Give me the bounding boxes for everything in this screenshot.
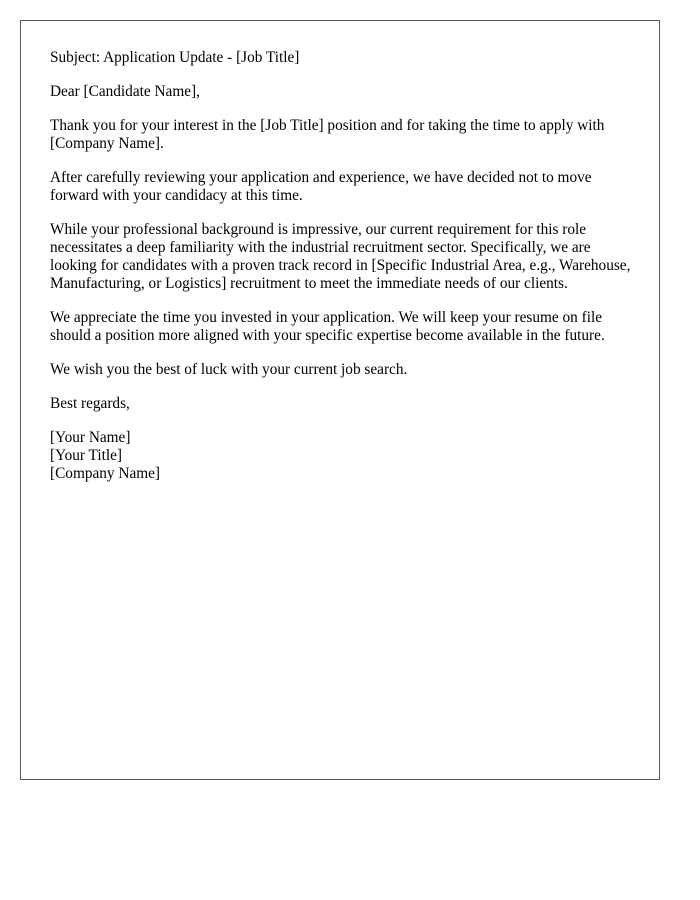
paragraph: We appreciate the time you invested in your application. We will keep your resume on file should a position more aligned with your specific expertise become available in the future. bbox=[50, 309, 605, 344]
paragraph: While your professional background is impressive, our current requirement for this role necessitates a deep familiarity with the industrial recruitment sector. Specifically, we are looking for candidates with a proven track record in [Specific Industrial Area, e.g., Warehouse, Manufacturing, or Logistics] recruitment to meet the immediate needs of our clients. bbox=[50, 221, 631, 292]
paragraph: Thank you for your interest in the [Job Title] position and for taking the time to apply with [Company Name]. bbox=[50, 117, 605, 152]
signer-company: [Company Name] bbox=[50, 465, 161, 482]
subject-line: Subject: Application Update - [Job Title] bbox=[50, 49, 300, 66]
closing: Best regards, bbox=[50, 395, 130, 412]
letter-frame bbox=[20, 20, 660, 780]
paragraph: After carefully reviewing your application and experience, we have decided not to move forward with your candidacy at this time. bbox=[50, 169, 592, 204]
signer-title: [Your Title] bbox=[50, 447, 122, 464]
greeting: Dear [Candidate Name], bbox=[50, 83, 200, 100]
signature-block bbox=[50, 429, 640, 483]
letter-body bbox=[50, 49, 640, 499]
paragraph: We wish you the best of luck with your current job search. bbox=[50, 361, 408, 378]
signer-name: [Your Name] bbox=[50, 429, 131, 446]
